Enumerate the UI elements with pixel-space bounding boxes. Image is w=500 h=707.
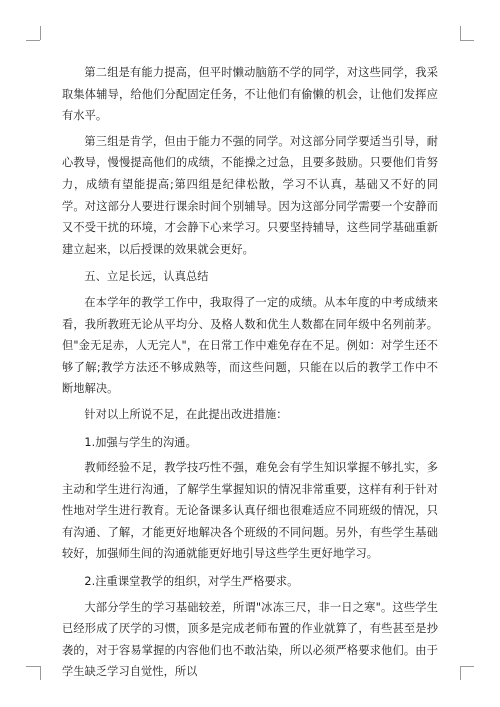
crop-mark-bottom-right-h bbox=[460, 666, 474, 667]
crop-mark-bottom-right-v bbox=[460, 666, 461, 680]
paragraph-improvements-intro: 针对以上所说不足，在此提出改进措施： bbox=[84, 407, 288, 421]
paragraph-group-three-four: 第三组是肯学，但由于能力不强的同学。对这部分同学要适当引导，耐心教导，慢慢提高他们的成绩，不能操之过急，且要多鼓励。只要他们肯努力，成绩有望能提高;第四组是纪律松散，学习不认真，基础又不好的同学。对这部分人要进行课余时间个别辅导。因为这部分同学需要一个安静而又不受干扰的环境，才会静下心来学习。只要坚持辅导，这些同学基础重新建立起来，以后授课的效果就会更好。 bbox=[62, 134, 438, 256]
paragraph-group-two: 第二组是有能力提高，但平时懒动脑筋不学的同学，对这些同学，我采取集体辅导，给他们分配固定任务，不让他们有偷懒的机会，让他们发挥应有水平。 bbox=[62, 66, 438, 123]
crop-mark-top-left-h bbox=[26, 40, 40, 41]
crop-mark-top-right-v bbox=[460, 26, 461, 40]
subheading-classroom: 2.注重课堂教学的组织，对学生严格要求。 bbox=[84, 575, 299, 589]
crop-mark-top-left-v bbox=[40, 26, 41, 40]
crop-mark-top-right-h bbox=[460, 40, 474, 41]
document-body bbox=[62, 62, 438, 683]
crop-mark-bottom-left-v bbox=[40, 666, 41, 680]
section-heading-five: 五、立足长远，认真总结 bbox=[84, 270, 209, 284]
subheading-communication: 1.加强与学生的沟通。 bbox=[84, 435, 197, 449]
paragraph-classroom: 大部分学生的学习基础较差，所谓"冰冻三尺，非一日之寒"。这些学生已经形成了厌学的习惯，顶多是完成老师布置的作业就算了，有些甚至是抄袭的，对于容易掌握的内容他们也不敢沾染，所以必须严格要求他们。由于学生缺乏学习自觉性，所以 bbox=[62, 600, 438, 679]
crop-mark-bottom-left-h bbox=[26, 666, 40, 667]
paragraph-communication: 教师经验不足，教学技巧性不强，难免会有学生知识掌握不够扎实，多主动和学生进行沟通，了解学生掌握知识的情况非常重要，这样有利于针对性地对学生进行教育。无论备课多认真仔细也很难适应不同班级的情况，只有沟通、了解，才能更好地解决各个班级的不同问题。另外，有些学生基础较好，加强师生间的沟通就能更好地引导这些学生更好地学习。 bbox=[62, 461, 438, 561]
paragraph-achievements: 在本学年的教学工作中，我取得了一定的成绩。从本年度的中考成绩来看，我所教班无论从平均分、及格人数和优生人数都在同年级中名列前茅。但"金无足赤，人无完人"，在日常工作中难免存在不足。例如：对学生还不够了解;教学方法还不够成熟等，而这些问题，只能在以后的教学工作中不断地解决。 bbox=[62, 295, 438, 396]
